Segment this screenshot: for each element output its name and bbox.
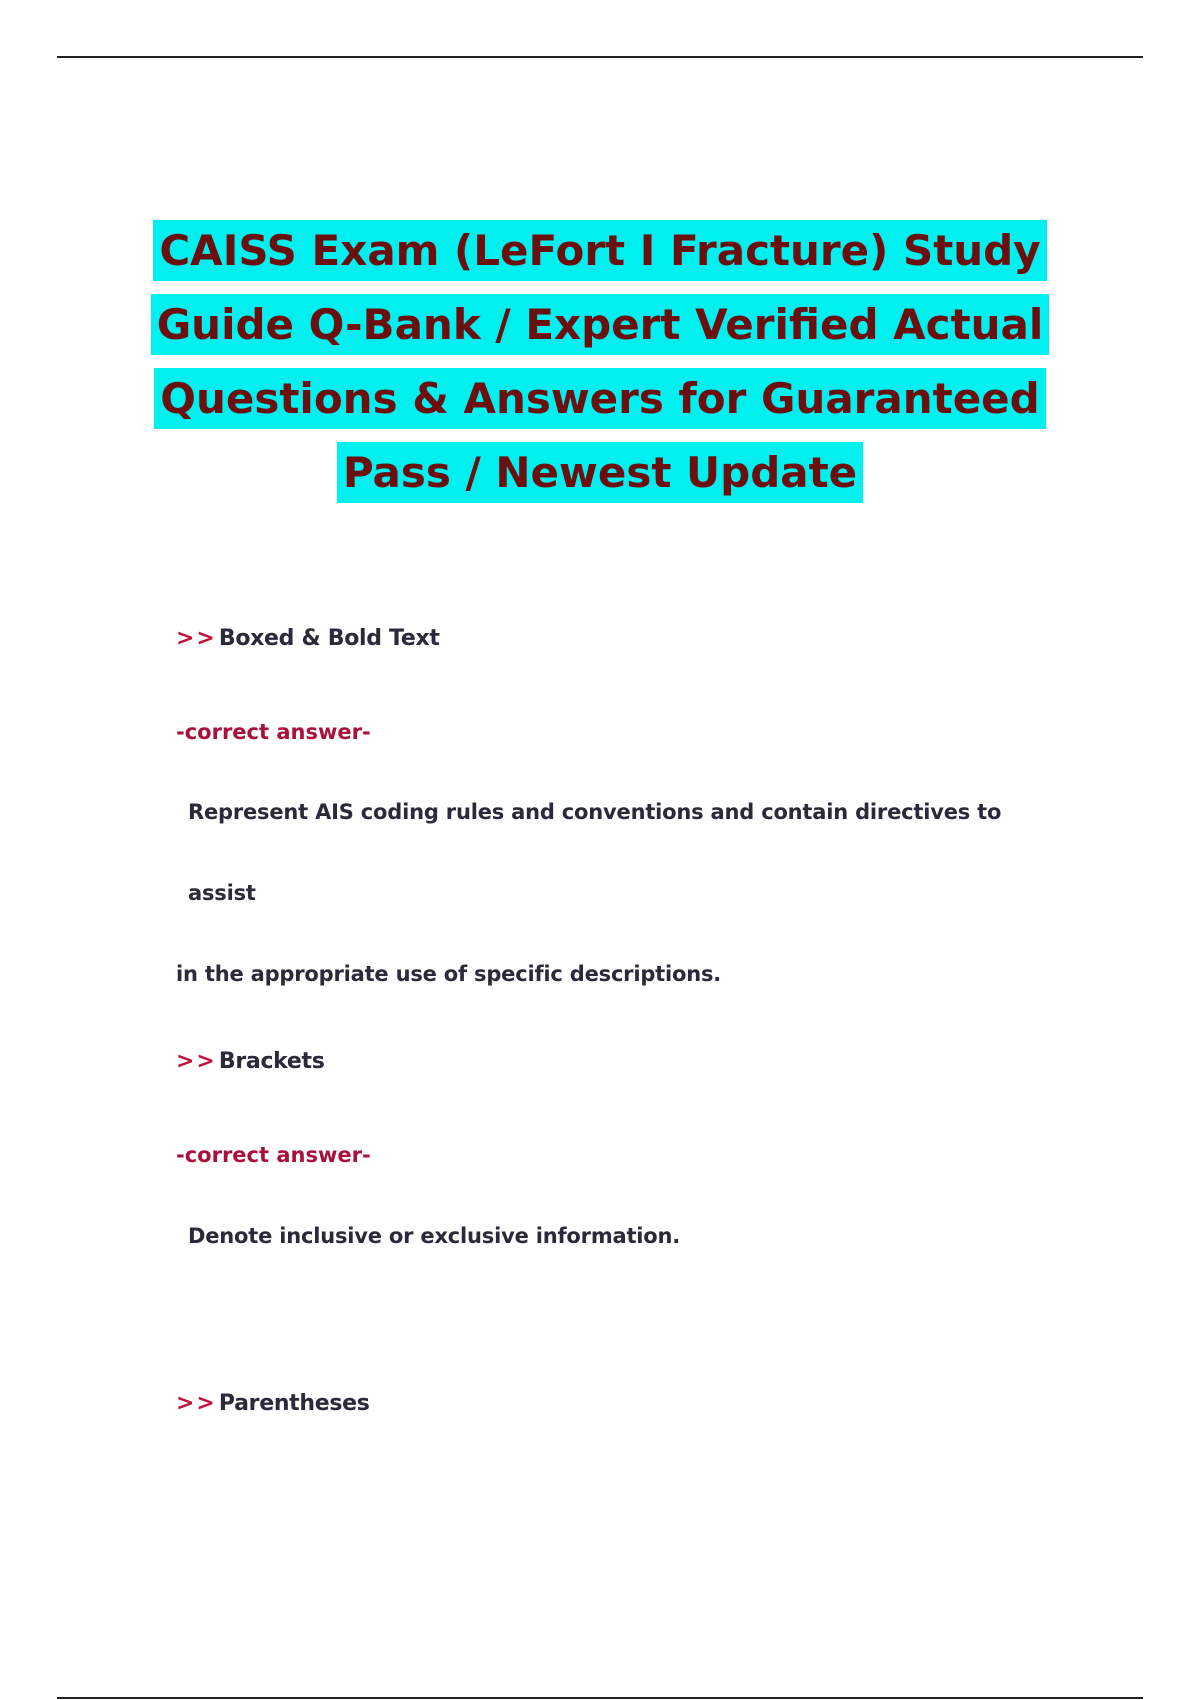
title-line-1: CAISS Exam (LeFort I Fracture) Study xyxy=(153,220,1046,281)
correct-answer-label-1: -correct answer- xyxy=(176,720,371,744)
bottom-rule xyxy=(57,1697,1143,1699)
question-marker: >> xyxy=(176,1391,217,1416)
question-marker: >> xyxy=(176,1049,217,1074)
question-3 xyxy=(176,1391,1076,1416)
top-rule xyxy=(57,56,1143,58)
question-2-text: Brackets xyxy=(218,1049,325,1074)
question-1-text: Boxed & Bold Text xyxy=(218,626,440,651)
title-line-2: Guide Q-Bank / Expert Verified Actual xyxy=(151,294,1050,355)
question-2 xyxy=(176,1049,1076,1074)
document-title xyxy=(100,214,1100,510)
answer-1 xyxy=(176,772,1076,1015)
question-marker: >> xyxy=(176,626,217,651)
correct-answer-label-2: -correct answer- xyxy=(176,1143,371,1167)
title-line-3: Questions & Answers for Guaranteed xyxy=(154,368,1045,429)
title-line-4: Pass / Newest Update xyxy=(337,442,863,503)
answer-1-line-2: in the appropriate use of specific descriptions. xyxy=(176,962,722,986)
question-3-text: Parentheses xyxy=(218,1391,370,1416)
answer-2-line-1: Denote inclusive or exclusive information. xyxy=(188,1224,681,1248)
question-1 xyxy=(176,626,1076,651)
answer-1-line-1: Represent AIS coding rules and conventions and contain directives to assist xyxy=(188,800,1002,905)
answer-2 xyxy=(176,1196,1076,1277)
